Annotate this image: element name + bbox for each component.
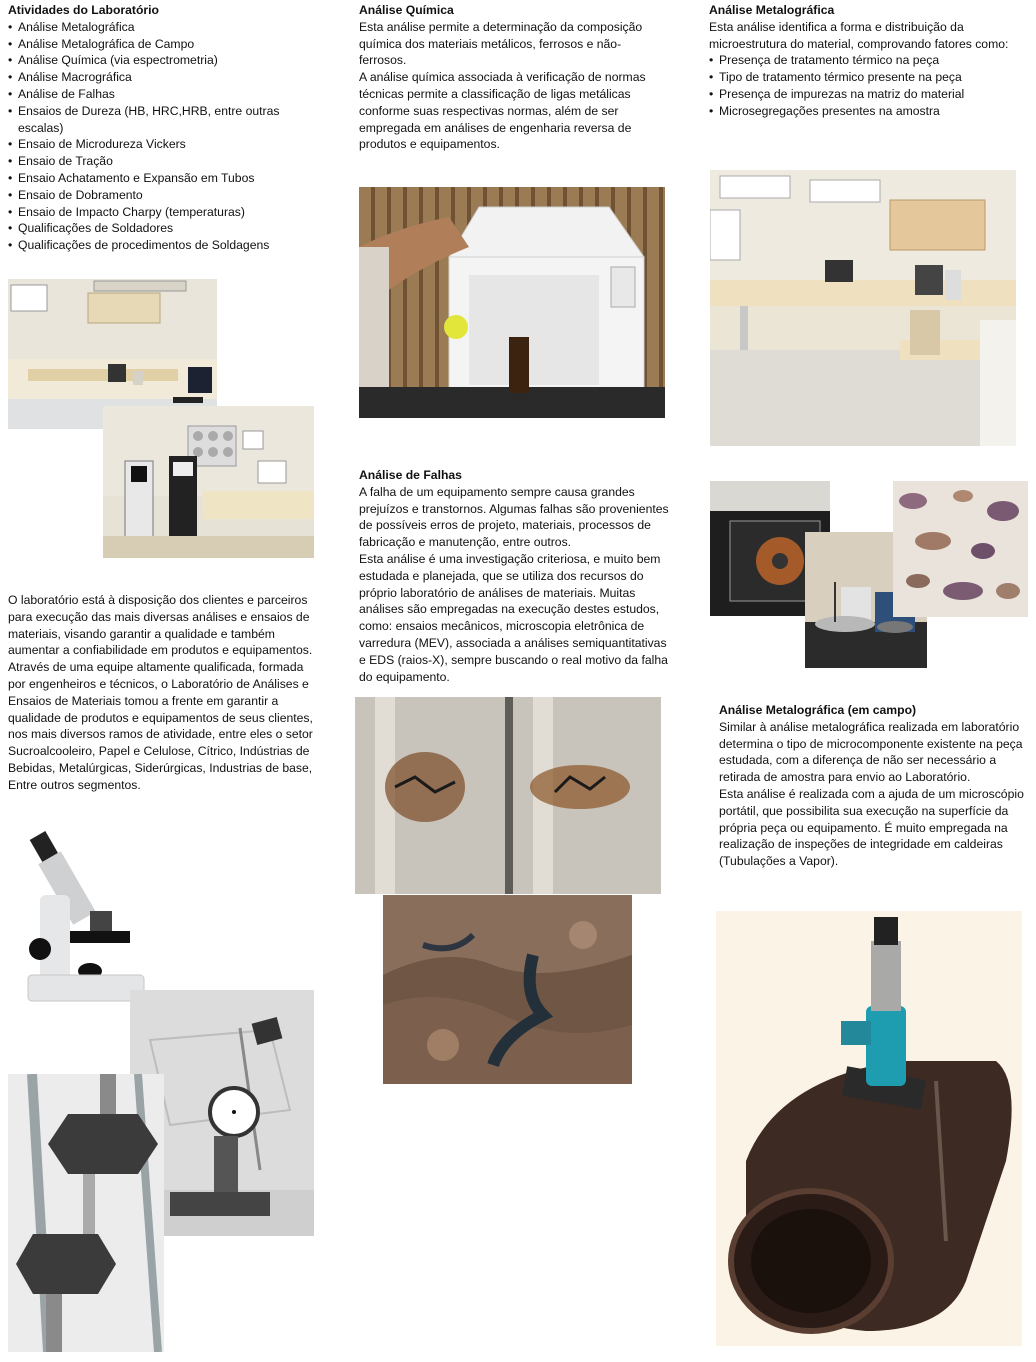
cracked-tubes-photo bbox=[355, 697, 661, 894]
about-paragraph-1: O laboratório está à disposição dos clientes e parceiros para execução das mais diversas análises e ensaios de materiais, visando garantir a qualidade e também aumentar a confiabilidade em produtos e equipamentos. bbox=[8, 593, 313, 658]
list-item: • Análise Metalográfica bbox=[8, 19, 308, 36]
portable-microscope-on-pipe-photo bbox=[716, 911, 1022, 1346]
list-item: • Tipo de tratamento térmico presente na peça bbox=[709, 69, 1019, 86]
field-metallography-title: Análise Metalográfica (em campo) bbox=[719, 703, 917, 717]
activities-section bbox=[8, 2, 308, 254]
metallographic-intro: Esta análise identifica a forma e distribuição da microestrutura do material, comprovando fatores como: bbox=[709, 19, 1009, 51]
chemical-analysis-paragraph-2: A análise química associada à verificação de normas técnicas permite a classificação de ligas metálicas conforme suas respectivas normas, além de ser empregada em análises de engenharia reversa de produtos e equipamentos. bbox=[359, 70, 646, 152]
field-metallography-section bbox=[719, 702, 1029, 870]
chemical-analysis-section bbox=[359, 2, 659, 153]
hardness-tester-photo bbox=[103, 406, 314, 558]
metallographic-section bbox=[709, 2, 1019, 120]
field-metallography-paragraph-2: Esta análise é realizada com a ajuda de um microscópio portátil, que possibilita sua execução na superfície da própria peça ou equipamento. É muito empregada na realização de inspeções de integridade em caldeiras (Tubulações a Vapor). bbox=[719, 786, 1024, 869]
list-item: • Análise de Falhas bbox=[8, 86, 308, 103]
list-item: • Ensaio Achatamento e Expansão em Tubos bbox=[8, 170, 308, 187]
fracture-surface-photo bbox=[383, 895, 632, 1084]
list-item: • Ensaios de Dureza (HB, HRC,HRB, entre outras escalas) bbox=[8, 103, 308, 137]
metallography-lab-photo bbox=[710, 170, 1016, 446]
list-item: • Presença de tratamento térmico na peça bbox=[709, 52, 1019, 69]
list-item: • Análise Química (via espectrometria) bbox=[8, 52, 308, 69]
fume-hood-photo bbox=[359, 187, 665, 418]
chemical-analysis-paragraph-1: Esta análise permite a determinação da composição química dos materiais metálicos, ferrosos e não-ferrosos. bbox=[359, 19, 643, 68]
field-metallography-paragraph-1: Similar à análise metalográfica realizada em laboratório determina o tipo de microcomponente existente na peça estudada, com a diferença de não ser necessário a retirada de amostra para envio ao Laboratório. bbox=[719, 719, 1023, 785]
failure-analysis-title: Análise de Falhas bbox=[359, 468, 462, 482]
failure-analysis-paragraph-1: A falha de um equipamento sempre causa grandes prejuízos e transtornos. Algumas falhas são provenientes de possíveis erros de projeto, materiais, processos de fabricação e manutenção, entre outros. bbox=[359, 484, 669, 550]
about-paragraph-2: Através de uma equipe altamente qualificada, formada por engenheiros e técnicos, o Laboratório de Análises e Ensaios de Materiais tomou a frente em garantir a qualidade de produtos e equipamentos de seus clientes, nos mais diversos ramos de atividade, entre eles o setor Sucroalcooleiro, Papel e Celulose, Cítrico, Indústrias de Bebidas, Metalúrgicas, Siderúrgicas, Industrias de base, Entre outros segmentos. bbox=[8, 660, 313, 792]
list-item: • Qualificações de procedimentos de Soldagens bbox=[8, 237, 308, 254]
list-item: • Ensaio de Impacto Charpy (temperaturas) bbox=[8, 204, 308, 221]
activities-title: Atividades do Laboratório bbox=[8, 3, 160, 17]
metallographic-list bbox=[709, 52, 1019, 119]
microscope-photo bbox=[20, 825, 154, 1005]
failure-analysis-section bbox=[359, 467, 669, 685]
activities-list bbox=[8, 19, 308, 254]
failure-analysis-paragraph-2: Esta análise é uma investigação criteriosa, e muito bem estudada e planejada, que se utiliza dos recursos do próprio laboratório de análises de materiais. Muitas análises são empregadas na execução destes estudos, como: ensaios mecânicos, microscopia eletrônica de varredura (MEV), associada a análises semiquantitativas e EDS (raios-X), sempre buscando o real motivo da falha do equipamento. bbox=[359, 551, 668, 684]
list-item: • Microsegregações presentes na amostra bbox=[709, 103, 1019, 120]
list-item: • Ensaio de Microdureza Vickers bbox=[8, 136, 308, 153]
list-item: • Presença de impurezas na matriz do material bbox=[709, 86, 1019, 103]
about-section bbox=[8, 592, 318, 794]
list-item: • Análise Macrográfica bbox=[8, 69, 308, 86]
tensile-test-grips-photo bbox=[8, 1074, 164, 1352]
metallographic-title: Análise Metalográfica bbox=[709, 3, 835, 17]
chemical-analysis-title: Análise Química bbox=[359, 3, 454, 17]
microstructure-micrograph-photo bbox=[893, 481, 1028, 617]
list-item: • Análise Metalográfica de Campo bbox=[8, 36, 308, 53]
list-item: • Ensaio de Dobramento bbox=[8, 187, 308, 204]
list-item: • Ensaio de Tração bbox=[8, 153, 308, 170]
list-item: • Qualificações de Soldadores bbox=[8, 220, 308, 237]
